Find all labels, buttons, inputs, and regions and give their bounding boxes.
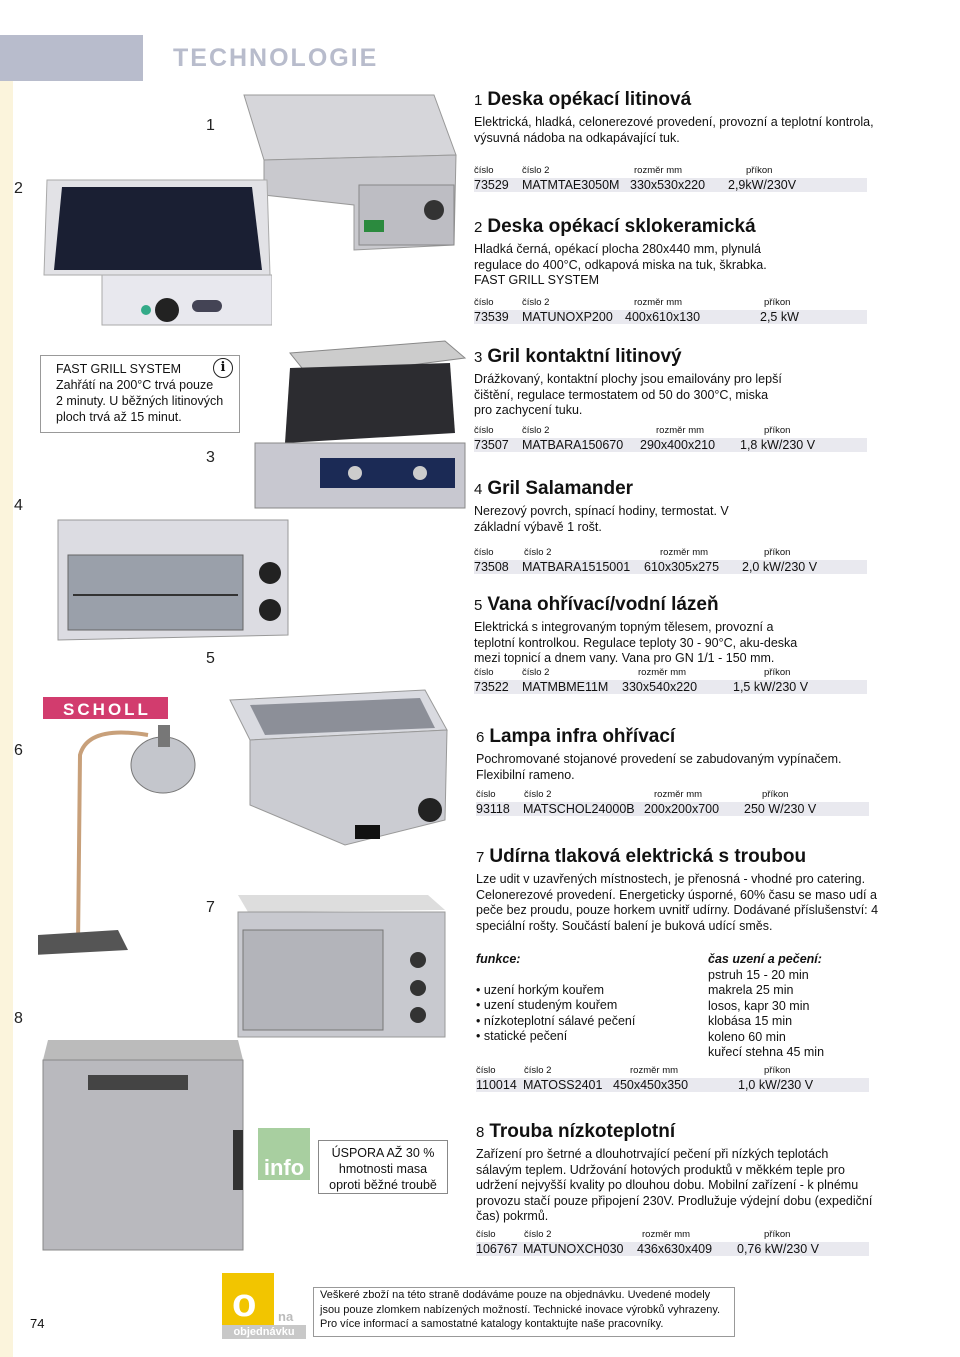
spec-header: příkon <box>764 1229 791 1240</box>
infobox-line: Zahřátí na 200°C trvá pouze <box>56 378 214 392</box>
product-number: 2 <box>474 219 483 236</box>
footer-line: Pro více informací a samostatné katalogy kontaktujte naše pracovníky. <box>320 1318 664 1330</box>
product-image-contact-grill <box>250 333 470 513</box>
function-item: • nízkoteplotní sálavé pečení <box>476 1013 636 1028</box>
side-number: 2 <box>14 180 23 197</box>
spec-table-3 <box>474 425 867 452</box>
infobox-line: FAST GRILL SYSTEM <box>56 362 182 376</box>
time-item: koleno 60 min <box>708 1029 786 1044</box>
spec-header: příkon <box>746 165 773 176</box>
spec-header: příkon <box>764 425 791 436</box>
spec-cell: 436x630x409 <box>637 1242 713 1256</box>
time-item: kuřecí stehna 45 min <box>708 1045 825 1059</box>
side-number: 8 <box>14 1010 23 1027</box>
spec-cell: 110014 <box>476 1078 517 1092</box>
spec-header: číslo 2 <box>522 165 550 176</box>
footer-line: Veškeré zboží na této straně dodáváme pouze na objednávku. Uvedené modely <box>320 1289 711 1301</box>
product-description: Elektrická, hladká, celonerezové provedení, provozní a teplotní kontrola, výsuvná nádoba na odkapávající tuk. <box>474 115 874 145</box>
infobox-line: 2 minuty. U běžných litinových <box>56 394 224 408</box>
savings-line: hmotnosti masa <box>338 1162 428 1176</box>
spec-header: rozměr mm <box>654 789 703 800</box>
product-title: Lampa infra ohřívací <box>489 726 676 747</box>
function-item: • uzení horkým kouřem <box>476 982 605 997</box>
side-number: 4 <box>14 497 23 514</box>
product-title: Vana ohřívací/vodní lázeň <box>487 594 719 615</box>
spec-cell: 93118 <box>476 802 510 816</box>
spec-cell: 0,76 kW/230 V <box>737 1242 819 1256</box>
times-title: čas uzení a pečení: <box>708 952 822 966</box>
product-title: Trouba nízkoteplotní <box>489 1121 676 1142</box>
product-image-smoker <box>233 890 448 1040</box>
spec-cell: 73522 <box>474 680 509 694</box>
spec-header: číslo <box>474 667 494 678</box>
product-number: 1 <box>474 92 483 109</box>
spec-header: číslo <box>474 297 494 308</box>
image-number: 5 <box>206 650 215 667</box>
spec-header: číslo 2 <box>522 297 550 308</box>
spec-table-1 <box>474 165 867 192</box>
product-6 <box>476 726 876 783</box>
spec-cell: 73529 <box>474 178 509 192</box>
product-title: Gril kontaktní litinový <box>487 346 682 367</box>
time-item: losos, kapr 30 min <box>708 998 810 1013</box>
footer-note <box>313 1287 735 1337</box>
spec-header: číslo <box>474 547 494 558</box>
spec-header: rozměr mm <box>656 425 705 436</box>
spec-header: číslo <box>474 425 494 436</box>
product-7 <box>476 846 896 934</box>
spec-header: číslo <box>474 165 494 176</box>
page-number: 74 <box>30 1316 45 1331</box>
product-2 <box>474 216 874 289</box>
spec-table-6 <box>476 789 869 816</box>
image-number: 7 <box>206 899 215 916</box>
spec-cell: 450x450x350 <box>613 1078 689 1092</box>
product-image-griddle-ceramic <box>42 175 272 330</box>
spec-header: rozměr mm <box>660 547 709 558</box>
product-number: 8 <box>476 1124 485 1141</box>
product-number: 4 <box>474 481 483 498</box>
image-number: 1 <box>206 117 215 134</box>
scholl-logo: SCHOLL <box>63 700 151 719</box>
infobox-line: ploch trvá až 15 minut. <box>56 410 182 424</box>
savings-line: ÚSPORA AŽ 30 % <box>331 1146 435 1160</box>
spec-table-7 <box>476 1065 869 1092</box>
spec-cell: 200x200x700 <box>644 802 720 816</box>
product-image-salamander <box>48 515 293 645</box>
spec-header: rozměr mm <box>634 297 683 308</box>
spec-cell: 2,0 kW/230 V <box>742 560 818 574</box>
spec-header: příkon <box>764 667 791 678</box>
product-1 <box>474 89 874 146</box>
product-number: 6 <box>476 729 485 746</box>
left-sidebar-strip <box>0 80 13 1357</box>
spec-cell: 330x540x220 <box>622 680 698 694</box>
spec-header: číslo <box>476 1229 496 1240</box>
spec-cell: 2,9kW/230V <box>728 178 797 192</box>
spec-table-4 <box>474 547 867 574</box>
product-description: Pochromované stojanové provedení se zabudovaným vypínačem. Flexibilní rameno. <box>476 752 842 782</box>
on-order-logo <box>222 1273 306 1339</box>
spec-table-8 <box>476 1229 869 1256</box>
product-description: Zařízení pro šetrné a dlouhotrvající pečení při nízkých teplotách sálavým teplem. Udržování hotových produktů v měkkém teple pro udržení nejvyšší kvality po dlouhou dobu. Mobilní zařízení - k plnému provozu stačí pouze připojení 230V. Prodlužuje výdejní dobu (expediční čas) pokrmů. <box>476 1147 873 1223</box>
spec-cell: MATUNOXP200 <box>522 310 613 324</box>
spec-header: příkon <box>764 547 791 558</box>
on-order-na: na <box>278 1309 294 1324</box>
spec-cell: MATSCHOL24000B <box>523 802 635 816</box>
spec-cell: 2,5 kW <box>760 310 799 324</box>
spec-header: číslo 2 <box>524 1229 552 1240</box>
product-5 <box>474 594 874 667</box>
page-title: TECHNOLOGIE <box>173 44 379 72</box>
product-number: 3 <box>474 349 483 366</box>
spec-header: číslo 2 <box>524 547 552 558</box>
spec-cell: MATBARA150670 <box>522 438 624 452</box>
spec-header: rozměr mm <box>630 1065 679 1076</box>
spec-cell: 1,5 kW/230 V <box>733 680 809 694</box>
spec-header: číslo 2 <box>524 1065 552 1076</box>
savings-line: oproti běžné troubě <box>329 1178 437 1192</box>
spec-cell: 290x400x210 <box>640 438 716 452</box>
product-image-low-temp-oven <box>38 1030 248 1260</box>
product-image-infrared-lamp <box>38 695 208 955</box>
spec-table-2 <box>474 297 867 324</box>
spec-cell: 73507 <box>474 438 509 452</box>
on-order-text: objednávku <box>222 1325 306 1339</box>
spec-cell: 73539 <box>474 310 509 324</box>
product-description: Hladká černá, opékací plocha 280x440 mm, plynulá regulace do 400°C, odkapová miska na tuk, škrabka. FAST GRILL SYSTEM <box>474 242 767 287</box>
spec-cell: 400x610x130 <box>625 310 701 324</box>
spec-cell: 1,0 kW/230 V <box>738 1078 814 1092</box>
product-description: Nerezový povrch, spínací hodiny, termostat. V základní výbavě 1 rošt. <box>474 504 729 534</box>
image-number: 3 <box>206 449 215 466</box>
product-title: Deska opékací litinová <box>487 89 692 110</box>
product-description: Lze udit v uzavřených místnostech, je přenosná - vhodné pro catering. Celonerezové provedení. Energeticky úsporné, 60% času se maso udí a peče bez proudu, pouze horkem uvnitř udírny. Dodávané příslušenství: 4 speciální rošty. Součástí balení je buková udící směs. <box>476 872 879 933</box>
spec-cell: 1,8 kW/230 V <box>740 438 816 452</box>
spec-header: číslo 2 <box>522 667 550 678</box>
spec-cell: 106767 <box>476 1242 518 1256</box>
functions-title: funkce: <box>476 952 521 966</box>
product-3 <box>474 346 874 419</box>
spec-cell: MATBARA1515001 <box>522 560 631 574</box>
spec-table-5 <box>474 667 867 694</box>
function-item: • statické pečení <box>476 1029 568 1043</box>
product-title: Deska opékací sklokeramická <box>487 216 756 237</box>
product-number: 7 <box>476 849 485 866</box>
spec-header: číslo 2 <box>524 789 552 800</box>
product-description: Drážkovaný, kontaktní plochy jsou emailovány pro lepší čištění, regulace termostatem od 50 do 300°C, miska pro zachycení tuku. <box>474 372 782 417</box>
footer-line: jsou pouze zlomkem nabízených možností. Technické inovace výrobků vyhrazeny. <box>320 1303 721 1316</box>
time-item: makrela 25 min <box>708 983 794 997</box>
spec-cell: 73508 <box>474 560 509 574</box>
savings-box <box>318 1140 448 1194</box>
spec-header: číslo 2 <box>522 425 550 436</box>
spec-header: rozměr mm <box>642 1229 691 1240</box>
product-description: Elektrická s integrovaným topným tělesem, provozní a teplotní kontrolkou. Regulace teploty 30 - 90°C, aku-deska mezi topnicí a dnem vany. Vana pro GN 1/1 - 150 mm. <box>474 620 798 665</box>
spec-cell: MATOSS2401 <box>523 1078 603 1092</box>
product-4 <box>474 478 874 535</box>
spec-header: číslo <box>476 1065 496 1076</box>
spec-header: rozměr mm <box>638 667 687 678</box>
product-title: Gril Salamander <box>487 478 634 499</box>
product-title: Udírna tlaková elektrická s troubou <box>489 846 807 867</box>
spec-cell: MATMBME11M <box>522 680 609 694</box>
time-item: klobása 15 min <box>708 1014 793 1028</box>
spec-cell: 250 W/230 V <box>744 802 817 816</box>
spec-header: příkon <box>762 789 789 800</box>
product-number: 5 <box>474 597 483 614</box>
spec-cell: MATMTAE3050M <box>522 178 620 192</box>
product-image-water-bath <box>225 680 450 860</box>
spec-header: příkon <box>764 297 791 308</box>
info-box-fast-grill <box>40 355 240 433</box>
time-item: pstruh 15 - 20 min <box>708 967 809 982</box>
spec-cell: MATUNOXCH030 <box>523 1242 624 1256</box>
spec-header: číslo <box>476 789 496 800</box>
on-order-o: o <box>232 1281 257 1325</box>
spec-cell: 610x305x275 <box>644 560 720 574</box>
spec-header: rozměr mm <box>634 165 683 176</box>
spec-cell: 330x530x220 <box>630 178 706 192</box>
header-bar <box>0 35 143 81</box>
product-8 <box>476 1121 876 1225</box>
function-item: • uzení studeným kouřem <box>476 998 618 1012</box>
info-tile: info <box>258 1128 310 1180</box>
info-icon: i <box>213 358 233 378</box>
spec-header: příkon <box>764 1065 791 1076</box>
side-number: 6 <box>14 742 23 759</box>
